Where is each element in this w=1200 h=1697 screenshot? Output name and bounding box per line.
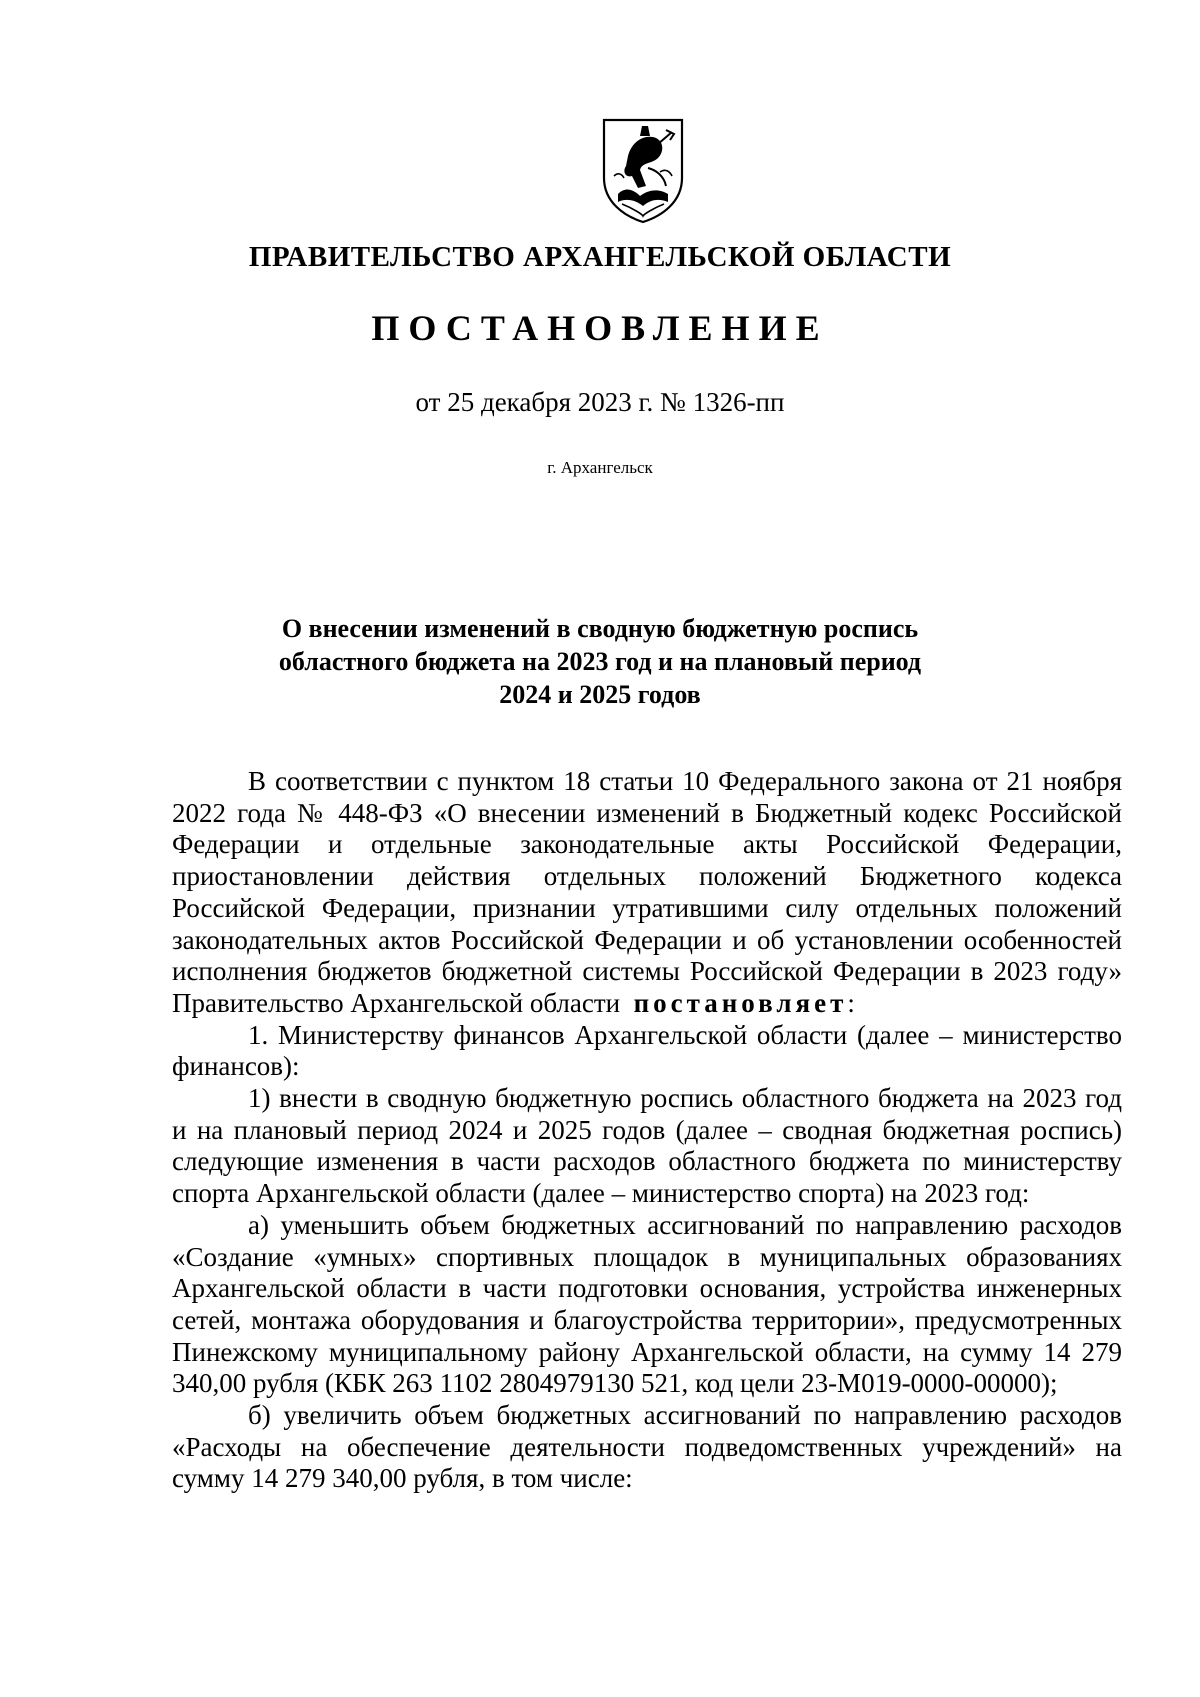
document-title-line: 2024 и 2025 годов: [499, 680, 701, 709]
document-title-line: О внесении изменений в сводную бюджетную роспись: [281, 614, 919, 643]
preamble-paragraph: [172, 766, 1122, 1020]
organization-name: ПРАВИТЕЛЬСТВО АРХАНГЕЛЬСКОЙ ОБЛАСТИ: [248, 241, 952, 273]
resolution-verb: постановляет: [633, 987, 848, 1018]
document-type-heading: ПОСТАНОВЛЕНИЕ: [371, 308, 829, 348]
preamble-text: В соответствии с пунктом 18 статьи 10 Федерального закона от 21 ноября 2022 года № 448-ФЗ «О внесении изменений в Бюджетный кодекс Российской Федерации и отдельные законодательные акты Российской Федерации, приостановлении действия отдельных положений Бюджетного кодекса Российской Федерации, признании утратившими силу отдельных положений законодательных актов Российской Федерации и об установлении особенностей исполнения бюджетов бюджетной системы Российской Федерации в 2023 году» Правительство Архангельской области: [172, 766, 1122, 1018]
paragraph-item-1-1: 1) внести в сводную бюджетную роспись областного бюджета на 2023 год и на плановый период 2024 и 2025 годов (далее – сводная бюджетная роспись) следующие изменения в части расходов областного бюджета по министерству спорта Архангельской области (далее – министерство спорта) на 2023 год:: [172, 1083, 1122, 1209]
coat-of-arms-emblem: [598, 116, 688, 224]
document-title: [180, 612, 1020, 711]
document-title-line: областного бюджета на 2023 год и на плановый период: [278, 647, 922, 676]
paragraph-item-b: б) увеличить объем бюджетных ассигнований по направлению расходов «Расходы на обеспечение деятельности подведомственных учреждений» на сумму 14 279 340,00 рубля, в том числе:: [172, 1400, 1122, 1494]
preamble-colon: :: [847, 987, 855, 1018]
document-date-number: от 25 декабря 2023 г. № 1326-пп: [415, 387, 785, 417]
document-body: [172, 766, 1122, 1495]
paragraph-item-1: 1. Министерству финансов Архангельской области (далее – министерство финансов):: [172, 1019, 1122, 1082]
document-city: г. Архангельск: [547, 458, 653, 477]
paragraph-item-a: а) уменьшить объем бюджетных ассигнований по направлению расходов «Создание «умных» спортивных площадок в муниципальных образованиях Архангельской области в части подготовки основания, устройства инженерных сетей, монтажа оборудования и благоустройства территории», предусмотренных Пинежскому муниципальному району Архангельской области, на сумму 14 279 340,00 рубля (КБК 263 1102 2804979130 521, код цели 23-М019-0000-00000);: [172, 1209, 1122, 1399]
